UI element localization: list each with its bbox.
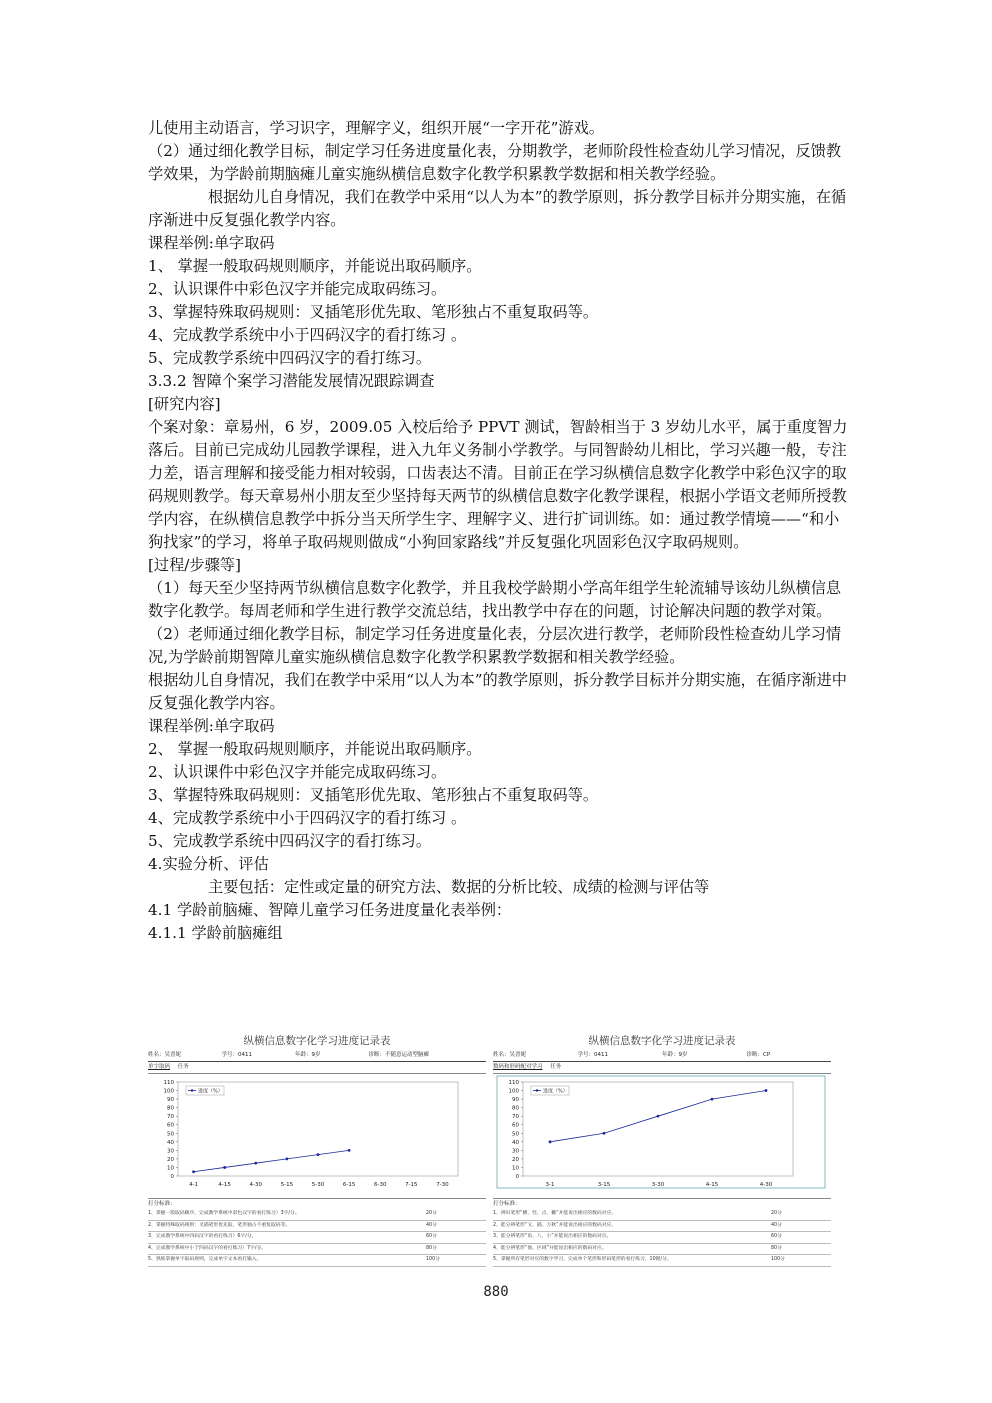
- paragraph: 1、 掌握一般取码规则顺序，并能说出取码顺序。: [148, 257, 482, 275]
- criteria-row: [148, 1209, 486, 1221]
- criteria-score: 60分: [426, 1234, 437, 1239]
- y-tick-label: 40: [512, 1139, 519, 1146]
- paragraph: 2、认识课件中彩色汉字并能完成取码练习。: [148, 280, 447, 298]
- progress-table-right: [493, 1033, 831, 1278]
- y-tick-label: 0: [170, 1174, 174, 1180]
- data-point: [285, 1158, 288, 1161]
- figure-title: 纵横信息数字化学习进度记录表: [243, 1035, 391, 1047]
- criteria-row: [148, 1232, 486, 1244]
- criteria-text: 4、完成教学系统中小于四码汉字的看打练习）7字/分。: [148, 1245, 267, 1251]
- data-point: [549, 1140, 552, 1143]
- criteria-text: 4、能分辨笔形“他、区域”并能说出相应的数码对应。: [493, 1245, 607, 1251]
- x-tick-label: 6-30: [373, 1182, 387, 1188]
- y-tick-label: 90: [512, 1097, 519, 1104]
- data-point: [223, 1166, 226, 1169]
- data-point: [317, 1153, 320, 1156]
- criteria-text: 5、掌握所有笔形对应的数字学习，完成单个笔形和形码笔形的看打练习，10键/分。: [493, 1257, 672, 1262]
- info-age: 年龄：9岁: [294, 1052, 321, 1058]
- y-tick-label: 70: [512, 1114, 519, 1121]
- y-tick-label: 110: [163, 1080, 174, 1086]
- paragraph: 3、掌握特殊取码规则：叉插笔形优先取、笔形独占不重复取码等。: [148, 303, 599, 321]
- criteria-text: 1、辨识笔形“横、竖、点、撇”并能说出相应的数码对应。: [493, 1211, 617, 1216]
- x-tick-label: 4-30: [249, 1182, 263, 1188]
- series-line: [194, 1150, 350, 1171]
- chart-svg: [493, 1074, 831, 1192]
- task-row: [493, 1062, 831, 1074]
- y-tick-label: 0: [515, 1174, 519, 1180]
- x-tick-label: 5-30: [311, 1182, 325, 1188]
- criteria-row: [148, 1221, 486, 1233]
- figures-area: [148, 1033, 848, 1278]
- paragraph: （2）老师通过细化教学目标，制定学习任务进度量化表，分层次进行教学，老师阶段性检查幼儿学习情况,为学龄前期智障儿童实施纵横信息数字化教学积累教学数据和相关教学经验。: [148, 625, 842, 666]
- y-tick-label: 90: [167, 1097, 174, 1104]
- progress-chart-left: [148, 1074, 486, 1192]
- plot-area: [178, 1082, 458, 1176]
- paragraph: [研究内容]: [148, 395, 221, 413]
- criteria-text: 5、熟练掌握单字取码规则，完成单字文本看打输入。: [148, 1257, 262, 1262]
- criteria-score: 80分: [771, 1245, 782, 1251]
- y-tick-label: 10: [512, 1165, 519, 1172]
- y-tick-label: 80: [167, 1105, 174, 1112]
- paragraph: 4.实验分析、评估: [148, 855, 269, 873]
- data-point: [765, 1089, 768, 1092]
- paragraph: 个案对象：章易州，6 岁，2009.05 入校后给予 PPVT 测试，智龄相当于 3 岁幼儿水平，属于重度智力落后。目前已完成幼儿园教学课程，进入九年义务制小学教学。与同智龄幼儿相比，学习兴趣一般，专注力差，语言理解和接受能力相对较弱，口齿表达不清。目前正在学习纵横信息数字化教学中彩色汉字的取码规则教学。每天章易州小朋友至少坚持每天两节的纵横信息数字化教学课程，根据小学语文老师所授教学内容，在纵横信息教学中拆分当天所学生字、理解字义、进行扩词训练。如：通过教学情境——“和小狗找家”的学习，将单子取码规则做成“小狗回家路线”并反复强化巩固彩色汉字取码规则。: [148, 418, 848, 551]
- data-point: [348, 1149, 351, 1152]
- body-text: [148, 117, 848, 945]
- criteria-score: 60分: [771, 1234, 782, 1239]
- y-tick-label: 20: [167, 1156, 174, 1163]
- criteria-text: 2、掌握特殊取码规则：叉插笔形优先取、笔形独占不重复取码等。: [148, 1222, 291, 1228]
- paragraph: 主要包括：定性或定量的研究方法、数据的分析比较、成绩的检测与评估等: [208, 878, 710, 896]
- criteria-text: 3、能分辨笔形“角、八、小”并能说出相应的数码对应。: [493, 1234, 612, 1239]
- info-diagnosis: 诊断：不随意运动型脑瘫: [368, 1052, 429, 1058]
- y-tick-label: 50: [512, 1131, 519, 1138]
- y-tick-label: 110: [508, 1080, 519, 1086]
- paragraph: [过程/步骤等]: [148, 556, 241, 574]
- x-tick-label: 3-15: [597, 1182, 611, 1188]
- y-tick-label: 50: [167, 1131, 174, 1138]
- criteria-row: [493, 1255, 831, 1267]
- criteria-row: [493, 1221, 831, 1233]
- paragraph: 根据幼儿自身情况，我们在教学中采用“以人为本”的教学原则，拆分教学目标并分期实施，在循序渐进中反复强化教学内容。: [148, 671, 847, 712]
- criteria-row: [493, 1244, 831, 1256]
- criteria-score: 100分: [771, 1257, 785, 1262]
- chart-svg: [148, 1074, 486, 1192]
- score-title: 打分标准：: [148, 1198, 486, 1209]
- paragraph: 课程举例:单字取码: [148, 717, 275, 735]
- criteria-text: 1、掌握一般取码顺序，完成教学系统中彩色汉字的看打练习）3字/分。: [148, 1211, 300, 1216]
- x-tick-label: 4-1: [189, 1182, 199, 1188]
- x-tick-label: 6-15: [342, 1182, 356, 1188]
- legend-label: 进度（%）: [543, 1088, 568, 1095]
- info-id: 学号：0411: [221, 1052, 252, 1058]
- paragraph: （2）通过细化教学目标，制定学习任务进度量化表，分期教学，老师阶段性检查幼儿学习情况，反馈教学效果，为学龄前期脑瘫儿童实施纵横信息数字化教学积累教学数据和相关教学经验。: [148, 142, 842, 183]
- student-info-row: [148, 1049, 486, 1062]
- paragraph: 课程举例:单字取码: [148, 234, 275, 252]
- figure-title: 纵横信息数字化学习进度记录表: [588, 1035, 736, 1047]
- paragraph: 5、完成教学系统中四码汉字的看打练习。: [148, 349, 432, 367]
- criteria-score: 40分: [426, 1222, 437, 1228]
- x-tick-label: 7-30: [436, 1182, 449, 1188]
- y-tick-label: 100: [163, 1088, 174, 1095]
- progress-chart-right: [493, 1074, 831, 1192]
- legend-marker: [191, 1089, 193, 1091]
- info-id: 学号：0411: [577, 1052, 608, 1058]
- task-label: 单字取码: [148, 1064, 171, 1070]
- x-tick-label: 5-15: [280, 1182, 294, 1188]
- y-tick-label: 100: [508, 1088, 519, 1095]
- y-tick-label: 70: [167, 1114, 174, 1121]
- x-tick-label: 4-15: [705, 1182, 719, 1188]
- info-age: 年龄：9岁: [662, 1052, 688, 1058]
- criteria-list: [148, 1209, 486, 1267]
- x-tick-label: 4-15: [218, 1182, 231, 1188]
- legend-marker: [536, 1089, 538, 1091]
- criteria-row: [493, 1232, 831, 1244]
- paragraph: 3.3.2 智障个案学习潜能发展情况跟踪调查: [148, 372, 435, 390]
- info-diagnosis: 诊断：CP: [746, 1052, 771, 1058]
- x-tick-label: 7-15: [405, 1182, 418, 1188]
- paragraph: 4.1 学龄前脑瘫、智障儿童学习任务进度量化表举例：: [148, 901, 512, 919]
- plot-area: [523, 1082, 793, 1176]
- y-tick-label: 60: [167, 1122, 174, 1129]
- paragraph: 5、完成教学系统中四码汉字的看打练习。: [148, 832, 432, 850]
- paragraph: 4.1.1 学龄前脑瘫组: [148, 924, 283, 942]
- criteria-row: [493, 1209, 831, 1221]
- task-value: 任务: [550, 1064, 562, 1070]
- data-point: [603, 1132, 606, 1135]
- task-value: 任务: [177, 1064, 189, 1070]
- data-point: [657, 1115, 660, 1118]
- data-point: [254, 1162, 257, 1165]
- paragraph: 儿使用主动语言，学习识字，理解字义，组织开展“一字开花”游戏。: [148, 119, 604, 137]
- y-tick-label: 80: [512, 1105, 519, 1112]
- y-tick-label: 30: [167, 1148, 174, 1155]
- paragraph: 2、认识课件中彩色汉字并能完成取码练习。: [148, 763, 447, 781]
- task-row: [148, 1062, 486, 1074]
- paragraph: 2、 掌握一般取码规则顺序，并能说出取码顺序。: [148, 740, 482, 758]
- y-tick-label: 40: [167, 1139, 174, 1146]
- criteria-score: 20分: [426, 1211, 437, 1216]
- criteria-score: 20分: [771, 1211, 782, 1216]
- task-label: 数码和形码配对学习: [493, 1064, 543, 1070]
- paragraph: 4、完成教学系统中小于四码汉字的看打练习 。: [148, 809, 467, 827]
- paragraph: 3、掌握特殊取码规则：叉插笔形优先取、笔形独占不重复取码等。: [148, 786, 599, 804]
- criteria-row: [148, 1244, 486, 1256]
- y-tick-label: 10: [167, 1165, 174, 1172]
- legend-label: 进度（%）: [198, 1088, 223, 1095]
- y-tick-label: 20: [512, 1156, 519, 1163]
- page-number: 880: [483, 1284, 509, 1300]
- x-tick-label: 4-30: [759, 1182, 773, 1188]
- y-tick-label: 60: [512, 1122, 519, 1129]
- data-point: [192, 1170, 195, 1173]
- progress-table-left: [148, 1033, 486, 1278]
- criteria-score: 100分: [426, 1257, 440, 1262]
- criteria-row: [148, 1255, 486, 1267]
- x-tick-label: 3-1: [545, 1182, 555, 1188]
- x-tick-label: 3-30: [651, 1182, 665, 1188]
- student-info-row: [493, 1049, 831, 1062]
- criteria-text: 3、完成教学系统中四码汉字的看打练习）6字/分。: [148, 1234, 257, 1239]
- info-name: 姓名：吴晋妮: [493, 1052, 527, 1058]
- paragraph: （1）每天至少坚持两节纵横信息数字化教学，并且我校学龄期小学高年组学生轮流辅导该幼儿纵横信息数字化教学。每周老师和学生进行教学交流总结，找出教学中存在的问题，讨论解决问题的教学对策。: [148, 579, 842, 620]
- data-point: [711, 1098, 714, 1101]
- criteria-score: 80分: [426, 1245, 437, 1251]
- criteria-list: [493, 1209, 831, 1267]
- criteria-score: 40分: [771, 1222, 782, 1228]
- paragraph: 4、完成教学系统中小于四码汉字的看打练习 。: [148, 326, 467, 344]
- score-title: 打分标准：: [493, 1198, 831, 1209]
- info-name: 姓名：吴晋妮: [148, 1052, 182, 1058]
- criteria-text: 2、能分辨笔形“又、插、万秋”并能说出相应的数码对应。: [493, 1222, 617, 1228]
- paragraph: 根据幼儿自身情况，我们在教学中采用“以人为本”的教学原则，拆分教学目标并分期实施，在循序渐进中反复强化教学内容。: [148, 188, 847, 229]
- y-tick-label: 30: [512, 1148, 519, 1155]
